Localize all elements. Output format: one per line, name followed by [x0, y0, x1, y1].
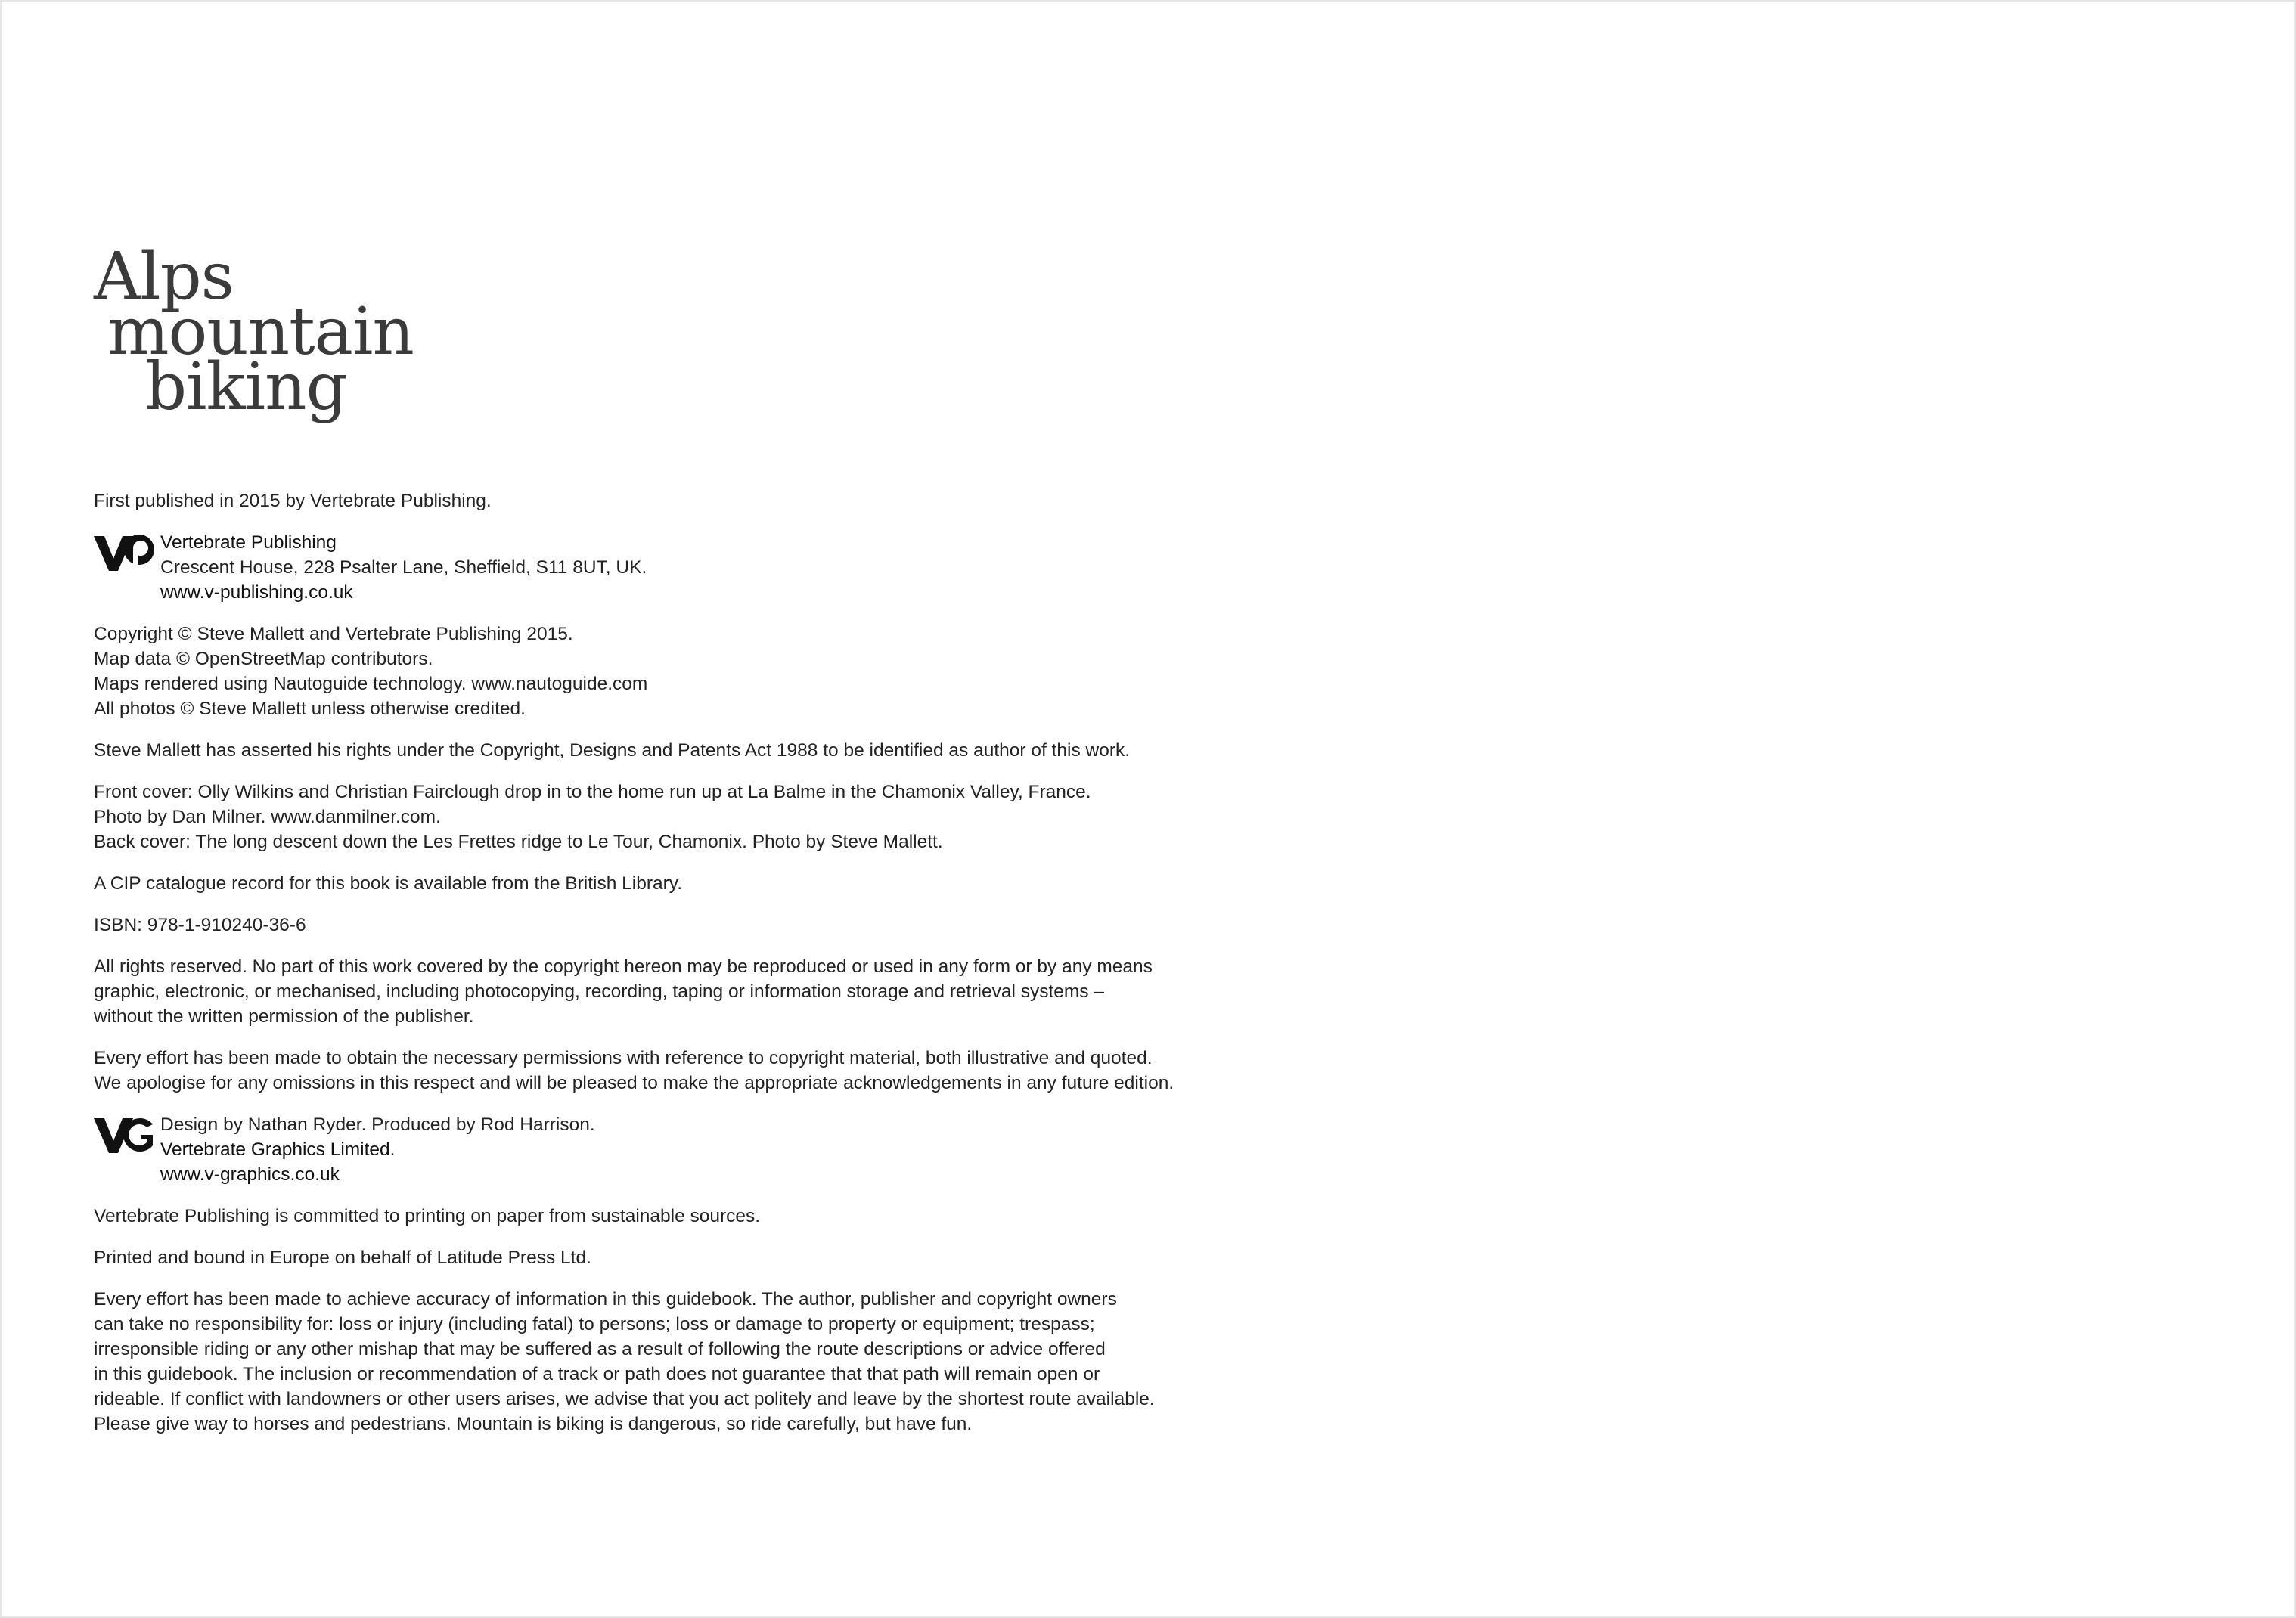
- disclaimer-line: rideable. If conflict with landowners or other users arises, we advise that you act politely and leave by the shortest route available.: [94, 1389, 1155, 1409]
- title-line-2: mountain: [107, 294, 414, 370]
- title-line-3: biking: [145, 349, 347, 425]
- first-published: First published in 2015 by Vertebrate Publishing.: [94, 491, 492, 511]
- disclaimer-line: Every effort has been made to achieve accuracy of information in this guidebook. The author, publisher and copyright owners: [94, 1289, 1117, 1310]
- disclaimer-line: Please give way to horses and pedestrians. Mountain is biking is dangerous, so ride carefully, but have fun.: [94, 1414, 973, 1434]
- publisher-url[interactable]: www.v-publishing.co.uk: [160, 582, 353, 603]
- graphics-url[interactable]: www.v-graphics.co.uk: [160, 1164, 340, 1185]
- permissions-line: We apologise for any omissions in this respect and will be pleased to make the appropriate acknowledgements in any future edition.: [94, 1073, 1174, 1093]
- all-rights-reserved: [94, 954, 1274, 1029]
- disclaimer: [94, 1287, 1274, 1437]
- disclaimer-line: irresponsible riding or any other mishap that may be suffered as a result of following the route descriptions or advice offered: [94, 1339, 1106, 1359]
- sustainable-statement: Vertebrate Publishing is committed to printing on paper from sustainable sources.: [94, 1206, 761, 1226]
- printed-statement: Printed and bound in Europe on behalf of Latitude Press Ltd.: [94, 1248, 591, 1268]
- rights-line: without the written permission of the publisher.: [94, 1006, 474, 1027]
- copyright-block: [94, 621, 1274, 721]
- isbn: ISBN: 978-1-910240-36-6: [94, 915, 306, 935]
- permissions-statement: [94, 1046, 1274, 1096]
- front-cover-photo-line: Photo by Dan Milner. www.danmilner.com.: [94, 807, 441, 827]
- rights-line: graphic, electronic, or mechanised, including photocopying, recording, taping or information storage and retrieval systems –: [94, 981, 1104, 1002]
- cip-statement: A CIP catalogue record for this book is available from the British Library.: [94, 873, 683, 894]
- back-cover-line: Back cover: The long descent down the Les Frettes ridge to Le Tour, Chamonix. Photo by Steve Mallett.: [94, 832, 943, 852]
- book-title: [94, 239, 414, 425]
- imprint-text: [94, 488, 1274, 1453]
- publisher-credit: [94, 530, 1274, 605]
- photos-line: All photos © Steve Mallett unless otherwise credited.: [94, 699, 526, 719]
- copyright-line: Copyright © Steve Mallett and Vertebrate Publishing 2015.: [94, 624, 573, 644]
- title-line-1: Alps: [94, 239, 234, 315]
- rights-asserted: Steve Mallett has asserted his rights under the Copyright, Designs and Patents Act 1988 to be identified as author of this work.: [94, 740, 1131, 761]
- maps-rendered-line: Maps rendered using Nautoguide technology. www.nautoguide.com: [94, 674, 648, 694]
- front-cover-line: Front cover: Olly Wilkins and Christian Fairclough drop in to the home run up at La Balme in the Chamonix Valley, France.: [94, 782, 1091, 802]
- disclaimer-line: can take no responsibility for: loss or injury (including fatal) to persons; loss or damage to property or equipment; trespass;: [94, 1314, 1095, 1334]
- vp-logo-icon: [94, 533, 154, 572]
- cover-credits: [94, 780, 1274, 854]
- rights-line: All rights reserved. No part of this work covered by the copyright hereon may be reproduced or used in any form or by any means: [94, 956, 1153, 977]
- design-line: Design by Nathan Ryder. Produced by Rod Harrison.: [160, 1114, 595, 1135]
- publisher-address: Crescent House, 228 Psalter Lane, Sheffield, S11 8UT, UK.: [160, 557, 647, 578]
- permissions-line: Every effort has been made to obtain the necessary permissions with reference to copyright material, both illustrative and quoted.: [94, 1048, 1153, 1068]
- vg-logo-icon: [94, 1115, 154, 1155]
- publisher-name: Vertebrate Publishing: [160, 532, 337, 553]
- design-credit: [94, 1112, 1274, 1187]
- disclaimer-line: in this guidebook. The inclusion or recommendation of a track or path does not guarantee that that path will remain open or: [94, 1364, 1100, 1384]
- map-data-line: Map data © OpenStreetMap contributors.: [94, 649, 433, 669]
- graphics-company: Vertebrate Graphics Limited.: [160, 1139, 396, 1160]
